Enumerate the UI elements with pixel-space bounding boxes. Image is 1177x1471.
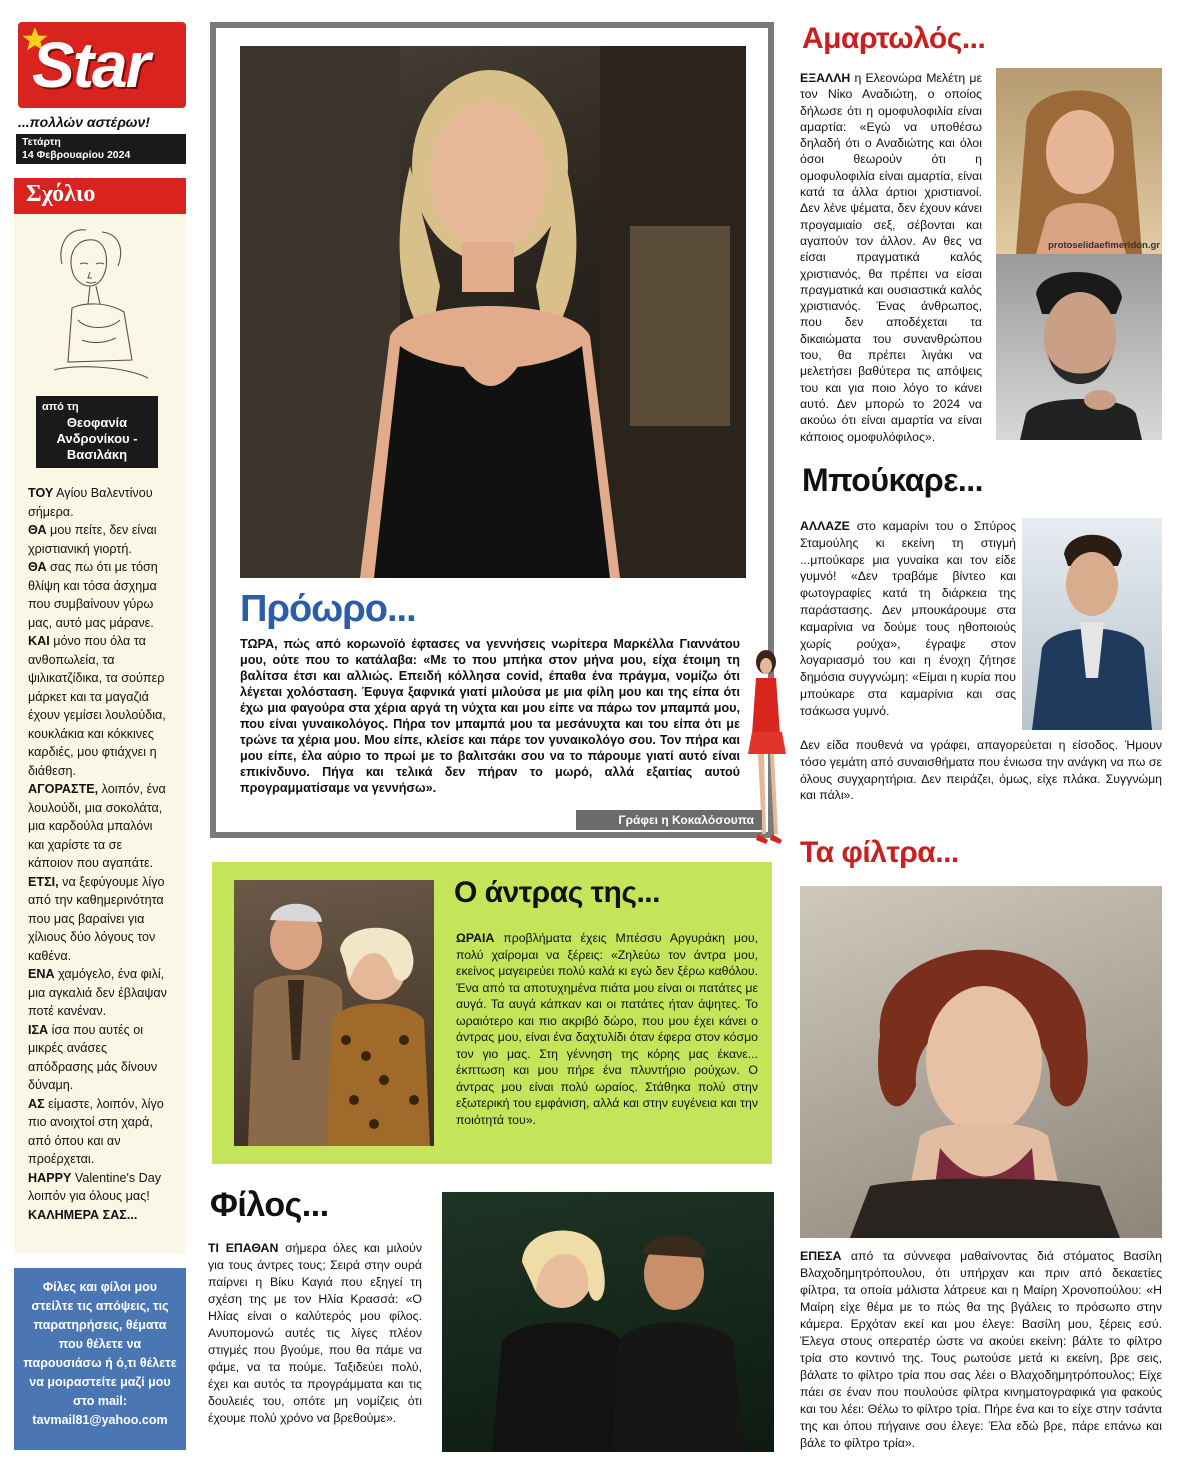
comment-paragraph xyxy=(28,632,168,780)
reader-mail-box xyxy=(14,1268,186,1450)
comment-paragraph xyxy=(28,780,168,873)
feature-article xyxy=(216,28,768,832)
comment-paragraph xyxy=(28,558,168,632)
issue-date xyxy=(16,134,186,164)
paragraph-lead: ΕΤΣΙ, xyxy=(28,874,59,889)
man-portrait-photo xyxy=(996,254,1162,440)
tagline: ...πολλών αστέρων! xyxy=(18,114,150,130)
feature-photo xyxy=(240,46,746,578)
paragraph-lead: ΘΑ xyxy=(28,560,47,574)
comment-paragraph xyxy=(28,873,168,966)
feature-title: Πρόωρο... xyxy=(240,588,416,630)
comment-heading: Σχόλιο xyxy=(14,178,186,214)
actor-photo xyxy=(1022,518,1162,730)
sinner-body xyxy=(800,70,982,445)
comment-paragraph xyxy=(28,1169,168,1206)
paragraph-lead: ΕΞΑΛΛΗ xyxy=(800,71,851,85)
paragraph-lead: ΩΡΑΙΑ xyxy=(456,931,495,945)
comment-paragraph xyxy=(28,521,168,558)
feature-body: ΤΩΡΑ, πώς από κορωνοϊό έφτασες να γεννήσεις νωρίτερα Μαρκέλλα Γιαννάτου μου, ούτε που το κατάλαβα: «Με το που μπήκα στον μήνα μου, είχα έτοιμη τη βαλίτσα έτσι και αλλιώς. Επειδή κόλλησα covid, έπαθα ένα πράγμα, νομίζω ότι λέγεται χολόσταση. Έφυγα ξαφνικά γιατί μιλούσα με μια φίλη μου και της είπα ότι έχω μια φαγούρα στα χέρια αργά τη νύχτα και μου είπε να πάρω τον μπαμπά μου, που είναι γυναικολόγος. Πήρα τον μπαμπά μου τα μεσάνυχτα και του είπα ότι με τρώνε τα χέρια μου. Μου είπε, κλείσε και πάρε τον γυναικολόγο σου. Τον πήρα και μου είπε, έλα αύριο το πρωί με το βαλιτσάκι σου να το πάρουμε γιατί αυτό είναι επικίνδυνο. Πήγα και τελικά δεν πήραν το μωρό, αλλά εξαιτίας αυτού προγραμματίσαμε να γεννήσω». xyxy=(240,637,740,795)
paragraph-text: είμαστε, λοιπόν, λίγο πιο ανοιχτοί στη χαρά, από όπου και αν προέρχεται. xyxy=(28,1096,164,1166)
paragraph-text: η Ελεονώρα Μελέτη με τον Νίκο Αναδιώτη, ο οποίος δήλωσε ότι η ομοφυλοφιλία είναι αμαρτία: «Εγώ να υποθέσω δηλαδή ότι ο Αναδιώτης και όλοι όσοι θεωρούν ότι η ομοφυλοφιλία είναι αμαρτία, είναι κατά τα άλλα άρτιοι χριστιανοί. Δεν λένε ψέματα, δεν έχουν κάνει προγαμιαίο σεξ, σέβονται και αγαπούν τον άλλον. Αν θες να είσαι πραγματικά καλός χριστιανός, θα πρέπει να είσαι πραγματικά και ουσιαστικά καλός χριστιανός. Ένας άνθρωπος, που δεν αποδέχεται τα δικαιώματα του συνανθρώπου του, θα πρέπει λιγάκι να μελετήσει βαθύτερα τις απόψεις του και για ποιο λόγο το κάνει αυτό. Δεν μπορώ το 2024 να ακούω ότι είναι αμαρτία να είναι κάποιος ομοφυλόφιλος». xyxy=(800,71,982,444)
mailbox-text: Φίλες και φίλοι μου στείλτε τις απόψεις, τις παρατηρήσεις, θέματα που θέλετε να παρουσιάσω ή ό,τι θέλετε να μοιραστείτε μαζί μου στο mail: xyxy=(23,1280,177,1408)
husband-article xyxy=(212,862,772,1164)
star-logo[interactable] xyxy=(18,22,186,108)
paragraph-lead: ΕΝΑ xyxy=(28,967,55,981)
paragraph-lead: HAPPY xyxy=(28,1170,72,1185)
source-watermark: protoselidaefimeridon.gr xyxy=(1048,240,1160,251)
comment-paragraph xyxy=(28,1021,168,1095)
paragraph-text: χαμόγελο, ένα φιλί, μια αγκαλιά δεν έβλαψαν ποτέ κανέναν. xyxy=(28,967,167,1018)
logo-wordmark: Star xyxy=(32,29,149,101)
husband-body xyxy=(456,930,758,1128)
sinner-title: Αμαρτωλός... xyxy=(802,22,986,55)
woman-portrait-photo xyxy=(996,68,1162,254)
comment-paragraph xyxy=(28,1206,168,1225)
byline-author: Θεοφανία Ανδρονίκου - Βασιλάκη xyxy=(56,415,138,462)
paragraph-text: προβλήματα έχεις Μπέσσυ Αργυράκη μου, πολύ χαίρομαι να ξέρεις: «Ζηλεύω τον άντρα μου, εκείνος μαγειρεύει πολύ καλά κι εγώ δεν ξέρω καθόλου. Ένα από τα αποτυχημένα πιάτα μου είναι οι πατάτες με αυγά. Τα αυγά κάπκαν και οι πατάτες ήταν άψητες. Το ωραιότερο και πιο ακριβό δώρο, που μου έχει κάνει ο άντρας μου, είναι ένα δαχτυλίδι όταν έφερα στον κόσμο τον γιο μας. Στη γέννηση της κόρης μας έκανε... έκπτωση και μου πήρε ένα πλυντήριο ρούχων. Ο άντρας μου είναι πολύ ωραίος. Στάθηκα πολύ στην εξωτερική του εμφάνιση, αλλά και στην ευγένεια και την ποιότητά του». xyxy=(456,931,758,1127)
feature-article-frame xyxy=(210,22,774,838)
filters-title: Τα φίλτρα... xyxy=(800,836,959,869)
paragraph-text: Valentine's Day λοιπόν για όλους μας! xyxy=(28,1170,162,1203)
comment-paragraph xyxy=(28,1095,168,1169)
woman-black-dress-photo xyxy=(240,46,746,578)
husband-title: Ο άντρας της... xyxy=(454,876,660,909)
paragraph-text: στο καμαρίνι του ο Σπύρος Σταμούλης κι εκείνη τη στιγμή ...μπούκαρε μια γυναίκα και τον είδε γυμνό! «Δεν τραβάμε βίντεο και φωτογραφίες κατά τη διάρκεια της παράστασης. Δεν μπουκάρουμε στα καμαρίνια να δούμε τους ηθοποιούς χωρίς ρούχα», έγραψε στον λογαριασμό του και η ένοχη ζήτησε δημόσια συγγνώμη: «Είμαι η κυρία που μπούκαρε στα καμαρίνια και σας τσάκωσα γυμνό. xyxy=(800,519,1016,718)
paragraph-lead: ΑΓΟΡΑΣΤΕ, xyxy=(28,782,99,796)
couple-event-photo xyxy=(442,1192,774,1452)
paragraph-text: Αγίου Βαλεντίνου σήμερα. xyxy=(28,486,153,519)
friend-body xyxy=(208,1240,422,1427)
paragraph-text: σήμερα όλες και μιλούν για τους άντρες τους; Σειρά στην ουρά παίρνει η Βίκυ Καγιά που εξηγεί τη σχέση της με τον Ηλία Κρασσά: «Ο Ηλίας είναι ο καλύτερός μου φίλος. Ανυπομονώ αυτές τις λίγες πλέον στιγμές που βγούμε, που θα πάμε να φάμε, να τα πούμε. Ταξιδεύει πολύ, έχει και αυτός τα προγράμματα και τις δουλειές του, οπότε μη νομίζεις ότι έχουμε πολύ χρόνο να βρεθούμε». xyxy=(208,1241,422,1425)
issue-day: Τετάρτη xyxy=(22,136,61,148)
paragraph-lead: ΑΛΛΑΖΕ xyxy=(800,519,850,533)
paragraph-text: μου πείτε, δεν είναι χριστιανική γιορτή. xyxy=(28,523,157,556)
paragraph-lead: ΘΑ xyxy=(28,523,47,537)
burst-title: Μπούκαρε... xyxy=(802,462,984,498)
friend-title: Φίλος... xyxy=(210,1186,329,1224)
paragraph-text: λοιπόν, ένα λουλούδι, μια σοκολάτα, μια καρδούλα μπαλόνι και χαρίστε τα σε κάποιον που αγαπάτε. xyxy=(28,782,166,870)
paragraph-text: σας πω ότι με τόση θλίψη και τόσα άσχημα που συμβαίνουν γύρω μας, αυτό μας μάρανε. xyxy=(28,560,158,630)
comment-byline xyxy=(36,396,158,468)
friend-photo xyxy=(442,1192,774,1452)
paragraph-lead: ΙΣΑ xyxy=(28,1022,49,1037)
issue-date-text: 14 Φεβρουαρίου 2024 xyxy=(22,149,131,161)
paragraph-lead: ΕΠΕΣΑ xyxy=(800,1249,842,1263)
smiling-woman-photo xyxy=(996,68,1162,254)
paragraph-lead: ΤΙ ΕΠΑΘΑΝ xyxy=(208,1241,279,1255)
paragraph-text: ίσα που αυτές οι μικρές ανάσες απόδρασης μάς δίνουν δύναμη. xyxy=(28,1022,158,1092)
couple-photo xyxy=(234,880,434,1146)
couple-photo-illustration xyxy=(234,880,434,1146)
feature-author-credit: Γράφει η Κοκαλόσουπα xyxy=(576,810,762,830)
byline-prefix: από τη xyxy=(42,401,79,413)
paragraph-text: μόνο που όλα τα ανθοπωλεία, τα ψιλικατζίδικα, τα σούπερ μάρκετ και τα μαγαζιά έχουν γεμίσει λουλούδια, κουκλάκια και κόκκινες καρδιές, μου φτιάχνει η διάθεση. xyxy=(28,634,166,778)
man-in-suit-photo xyxy=(1022,518,1162,730)
paragraph-lead: ΚΑΛΗΜΕΡΑ ΣΑΣ... xyxy=(28,1207,138,1222)
comment-paragraph xyxy=(28,965,168,1021)
filters-body xyxy=(800,1248,1162,1452)
paragraph-text: από τα σύννεφα μαθαίνοντας διά στόματος Βασίλη Βλαχοδημητρόπουλου, ότι υπήρχαν και πριν από δεκαετίες φίλτρα, τα οποία μάλιστα λάτρευε και η Μαίρη Χρονοπούλου: «Η Μαίρη είχε θέμα με το πώς θα της βγάλεις το πρόσωπο στην κάμερα. Ερχόταν εκεί και μου έλεγε: Βασίλη μου, ξέρεις εσύ. Έλεγα στους οπερατέρ ώστε να ακούει εκείνη: βάλτε το φίλτρο τρία στο κοντινό της. Τους ρωτούσε μετά κι εκείνη, βρε σεις, βάλατε το φίλτρο τρία που σας λέει ο Βλαχοδημητρόπουλος; Είχε πάει σε έναν που πουλούσε φίλτρα κινηματογραφικά για φακούς και του λέει: Θέλω το φίλτρο τρία. Πήρε ένα και το είχε στην τσάντα της και όπου πήγαινε σου έλεγε: Έλα εδώ βρε, πάρε επάνω και βάλε το φίλτρο τρία». xyxy=(800,1249,1162,1450)
paragraph-lead: ΤΟΥ xyxy=(28,486,54,500)
paragraph-text: να ξεφύγουμε λίγο από την καθημερινότητα που μας βαραίνει για χίλιους δύο λόγους τον καθένα. xyxy=(28,874,165,963)
comment-body xyxy=(28,484,168,1224)
burst-body xyxy=(800,518,1016,720)
paragraph-lead: ΑΣ xyxy=(28,1096,45,1111)
vintage-actress-photo xyxy=(800,886,1162,1238)
comment-paragraph xyxy=(28,484,168,521)
paragraph-lead: ΚΑΙ xyxy=(28,634,50,648)
mailbox-email-link[interactable]: tavmail81@yahoo.com xyxy=(32,1413,168,1427)
actress-photo xyxy=(800,886,1162,1238)
author-sketch-illustration xyxy=(24,220,174,400)
bearded-man-photo xyxy=(996,254,1162,440)
burst-body-continued: Δεν είδα πουθενά να γράφει, απαγορεύεται η είσοδος. Ήμουν τόσο γεμάτη από συναισθήματα που ένιωσα την ανάγκη να πω σε όλους συγχαρητήρια. Δεν πειράζει, όμως, είχε πλάκα. Συγγνώμη και πάλι». xyxy=(800,738,1162,803)
